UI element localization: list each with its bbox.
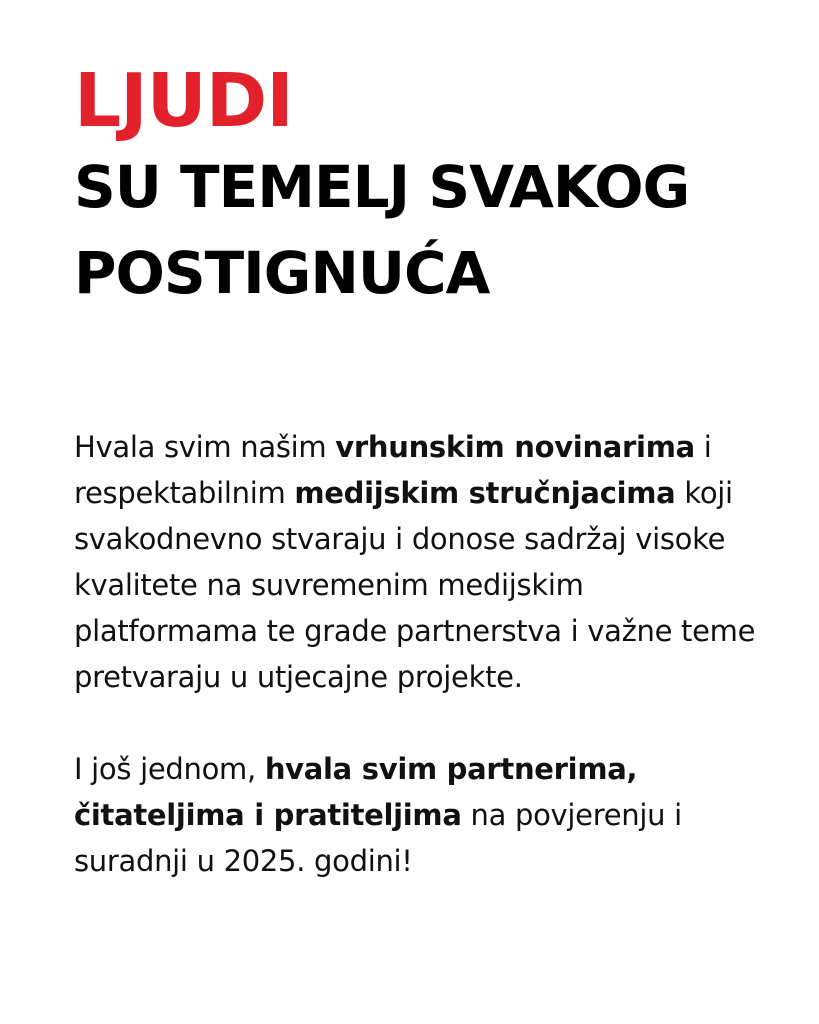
headline-line-2: POSTIGNUĆA bbox=[74, 239, 490, 307]
body-text bbox=[74, 424, 774, 884]
paragraph-1-text-2: i respektabilnim bbox=[74, 430, 712, 510]
paragraph-1-bold-1: vrhunskim novinarima bbox=[335, 430, 695, 464]
paragraph-1-text-3: koji svakodnevno stvaraju i donose sadržaj visoke kvalitete na suvremenim medijskim platformama te grade partnerstva i važne teme pretvaraju u utjecajne projekte. bbox=[74, 476, 756, 694]
paragraph-1-text-1: Hvala svim našim bbox=[74, 430, 336, 464]
headline bbox=[74, 58, 689, 316]
paragraph-2-text-1: I još jednom, bbox=[74, 752, 265, 786]
headline-accent: LJUDI bbox=[74, 58, 293, 144]
paragraph-2-text-2: na povjerenju i suradnji u 2025. godini! bbox=[74, 798, 682, 878]
paragraph-2-bold-1: hvala svim partnerima, čitateljima i pratiteljima bbox=[74, 752, 638, 832]
headline-line-1: SU TEMELJ SVAKOG bbox=[74, 153, 690, 221]
paragraph-1-bold-2: medijskim stručnjacima bbox=[294, 476, 676, 510]
paragraph-thanks-journalists bbox=[74, 424, 774, 700]
paragraph-thanks-partners bbox=[74, 746, 774, 884]
